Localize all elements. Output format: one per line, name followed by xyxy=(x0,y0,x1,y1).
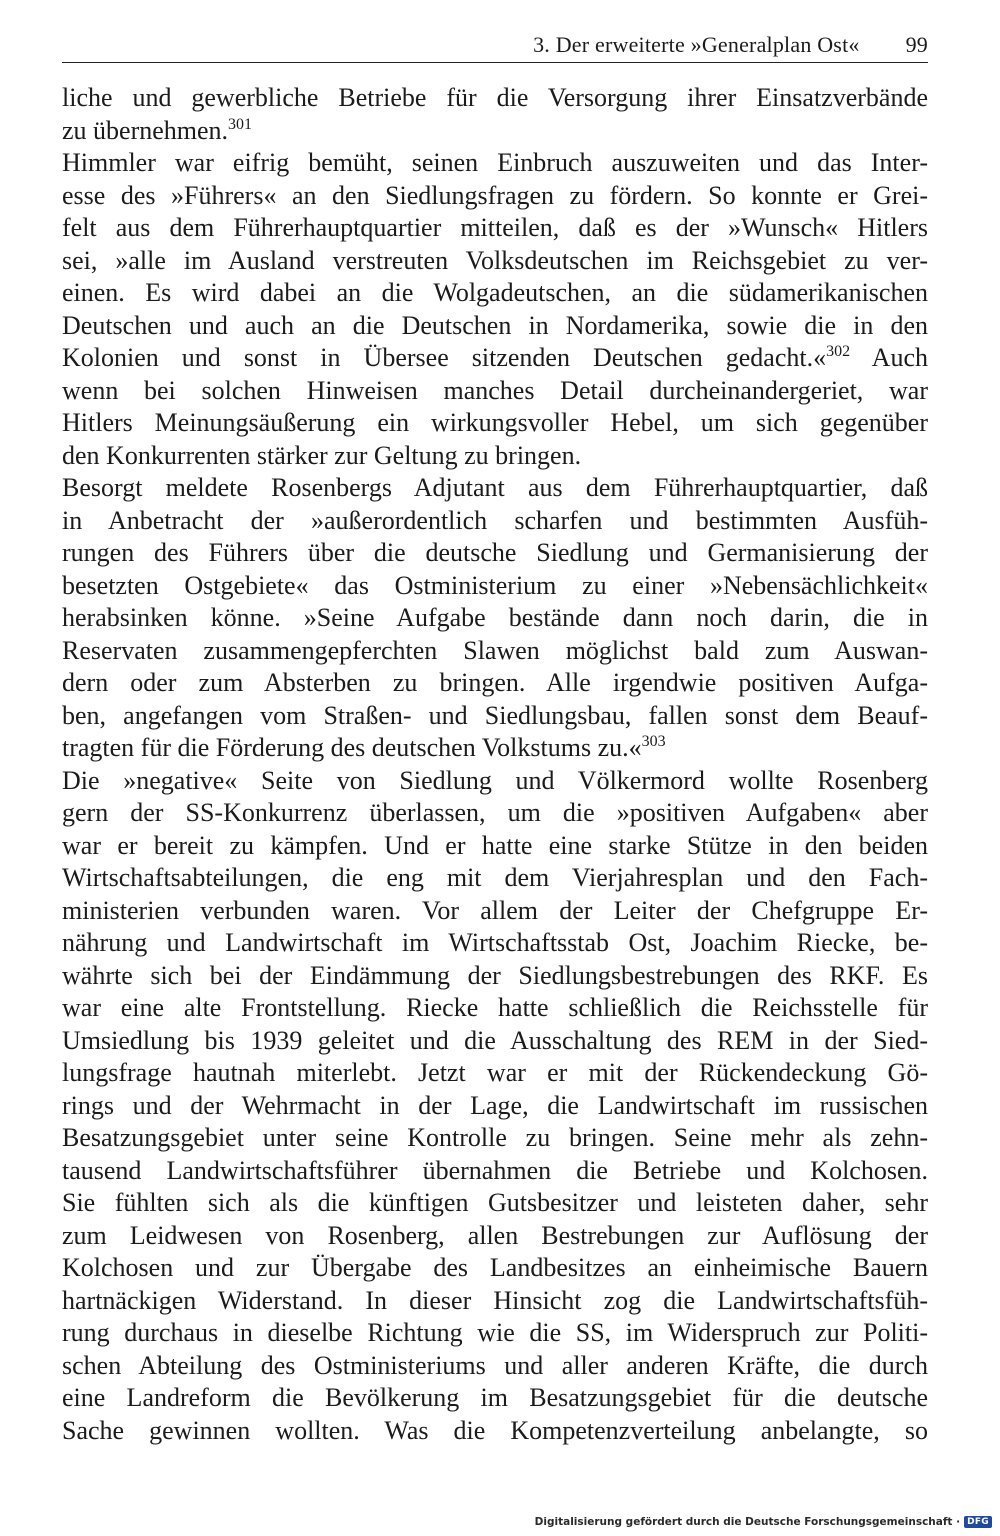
line: herabsinken könne. »Seine Aufgabe bestände dann noch darin, die in xyxy=(62,603,928,632)
line: besetzten Ostgebiete« das Ostministerium zu einer »Nebensächlichkeit« xyxy=(62,570,928,600)
line: war er bereit zu kämpfen. Und er hatte eine starke Stütze in den beiden xyxy=(62,830,928,860)
line: schen Abteilung des Ostministeriums und aller anderen Kräfte, die durch xyxy=(62,1350,928,1380)
line: dern oder zum Absterben zu bringen. Alle irgendwie positiven Aufga- xyxy=(62,668,928,697)
line: währte sich bei der Eindämmung der Siedlungsbestrebungen des RKF. Es xyxy=(62,960,928,990)
line xyxy=(62,115,928,148)
line: felt aus dem Führerhauptquartier mitteilen, daß es der »Wunsch« Hitlers xyxy=(62,213,928,242)
line: Reservaten zusammengepferchten Slawen möglichst bald zum Auswan- xyxy=(62,635,928,665)
line: Hitlers Meinungsäußerung ein wirkungsvoller Hebel, um sich gegenüber xyxy=(62,408,928,437)
line-text: Auch xyxy=(850,343,929,372)
line: ministerien verbunden waren. Vor allem der Leiter der Chefgruppe Er- xyxy=(62,895,928,925)
line: Kolchosen und zur Übergabe des Landbesitzes an einheimische Bauern xyxy=(62,1253,928,1282)
line xyxy=(62,732,928,765)
line: gern der SS-Konkurrenz überlassen, um die »positiven Aufgaben« aber xyxy=(62,798,928,827)
line: hartnäckigen Widerstand. In dieser Hinsicht zog die Landwirtschaftsfüh- xyxy=(62,1285,928,1315)
section-title: 3. Der erweiterte »Generalplan Ost« xyxy=(533,32,860,57)
line: den Konkurrenten stärker zur Geltung zu bringen. xyxy=(62,440,582,470)
page-number: 99 xyxy=(905,32,928,57)
line: eine Landreform die Bevölkerung im Besatzungsgebiet für die deutsche xyxy=(62,1383,928,1412)
line: sei, »alle im Ausland verstreuten Volksdeutschen im Reichsgebiet zu ver- xyxy=(62,245,928,275)
line: Umsiedlung bis 1939 geleitet und die Ausschaltung des REM in der Sied- xyxy=(62,1025,928,1055)
header-rule xyxy=(62,62,928,63)
line: Wirtschaftsabteilungen, die eng mit dem Vierjahresplan und den Fach- xyxy=(62,863,928,892)
digitization-note: Digitalisierung gefördert durch die Deutsche Forschungsgemeinschaft · xyxy=(534,1516,961,1528)
line: rungen des Führers über die deutsche Siedlung und Germanisierung der xyxy=(62,538,928,567)
line: liche und gewerbliche Betriebe für die Versorgung ihrer Einsatzverbände xyxy=(62,83,928,112)
line: einen. Es wird dabei an die Wolgadeutschen, an die südamerikanischen xyxy=(62,278,928,307)
line: Die »negative« Seite von Siedlung und Völkermord wollte Rosenberg xyxy=(62,765,928,795)
body-text xyxy=(62,82,928,1447)
line-text: Kolonien und sonst in Übersee sitzenden Deutschen gedacht.« xyxy=(62,343,827,372)
line: war eine alte Frontstellung. Riecke hatte schließlich die Reichsstelle für xyxy=(62,993,928,1022)
line: zum Leidwesen von Rosenberg, allen Bestrebungen zur Auflösung der xyxy=(62,1220,928,1250)
line: nährung und Landwirtschaft im Wirtschaftsstab Ost, Joachim Riecke, be- xyxy=(62,928,928,957)
footnote-ref: 302 xyxy=(826,343,851,360)
running-head xyxy=(62,32,928,60)
line: Sache gewinnen wollten. Was die Kompetenzverteilung anbelangte, so xyxy=(62,1415,928,1445)
line xyxy=(62,342,928,375)
line: Deutschen und auch an die Deutschen in Nordamerika, sowie die in den xyxy=(62,310,928,340)
line-text: tragten für die Förderung des deutschen Volkstums zu.« xyxy=(62,733,642,762)
digitization-footer xyxy=(535,1516,992,1528)
line: rings und der Wehrmacht in der Lage, die Landwirtschaft im russischen xyxy=(62,1090,928,1120)
line: Sie fühlten sich als die künftigen Gutsbesitzer und leisteten daher, sehr xyxy=(62,1188,928,1217)
line: rung durchaus in dieselbe Richtung wie die SS, im Widerspruch zur Politi- xyxy=(62,1318,928,1347)
footnote-ref: 303 xyxy=(641,733,666,750)
line: tausend Landwirtschaftsführer übernahmen die Betriebe und Kolchosen. xyxy=(62,1155,928,1185)
line: lungsfrage hautnah miterlebt. Jetzt war er mit der Rückendeckung Gö- xyxy=(62,1058,928,1087)
line: Himmler war eifrig bemüht, seinen Einbruch auszuweiten und das Inter- xyxy=(62,148,928,177)
footnote-ref: 301 xyxy=(228,115,253,133)
line: esse des »Führers« an den Siedlungsfragen zu fördern. So konnte er Grei- xyxy=(62,180,928,210)
line: wenn bei solchen Hinweisen manches Detail durcheinandergeriet, war xyxy=(62,375,928,405)
line: Besatzungsgebiet unter seine Kontrolle zu bringen. Seine mehr als zehn- xyxy=(62,1123,928,1152)
dfg-logo: DFG xyxy=(964,1516,992,1528)
line: Besorgt meldete Rosenbergs Adjutant aus dem Führerhauptquartier, daß xyxy=(62,473,928,502)
line: ben, angefangen vom Straßen- und Siedlungsbau, fallen sonst dem Beauf- xyxy=(62,700,928,730)
line: in Anbetracht der »außerordentlich scharfen und bestimmten Ausfüh- xyxy=(62,505,928,535)
line-text: zu übernehmen. xyxy=(62,115,229,145)
